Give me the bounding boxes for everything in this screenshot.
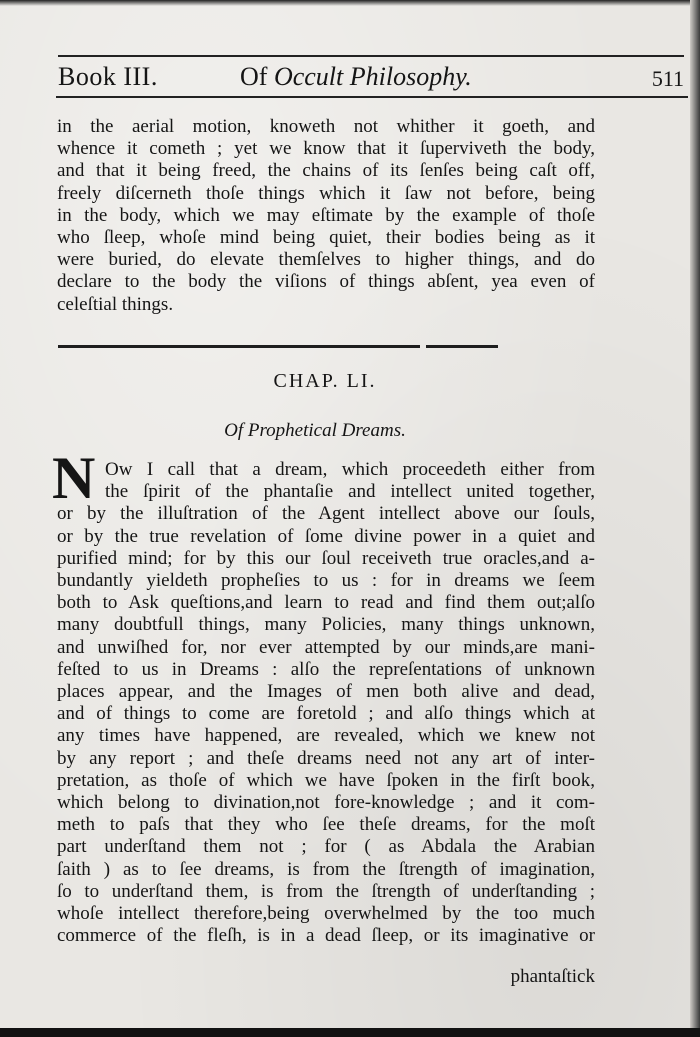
text-line: many doubtfull things, many Policies, many things unknown, [57,614,595,636]
text-line: in the aerial motion, knoweth not whither it goeth, and [57,116,595,137]
text-line: feſted to us in Dreams : alſo the repreſentations of unknown [57,658,595,680]
text-line: and that it being freed, the chains of its ſenſes being caſt off, [57,160,595,182]
text-line: or by the illuſtration of the Agent intellect above our ſouls, [57,503,595,525]
section-rule-right [426,345,498,348]
running-title-italic: Occult Philosophy. [273,62,472,91]
text-line: ſaith ) as to ſee dreams, is from the ſtrength of imagination, [57,858,595,880]
text-line: any times have happened, are revealed, which we knew not [57,725,595,747]
section-rule-left [58,345,420,348]
book-number: Book III. [58,62,158,91]
text-line: who ſleep, whoſe mind being quiet, their bodies being as it [57,227,595,249]
text-line: Ow I call that a dream, which proceedeth either from [105,459,595,480]
text-line: the ſpirit of the phantaſie and intellect united together, [105,481,595,503]
header-top-rule [58,55,684,57]
chapter-body [57,459,595,947]
text-line: part underſtand them not ; for ( as Abdala the Arabian [57,836,595,858]
text-line: whence it cometh ; yet we know that it ſuperviveth the body, [57,138,595,160]
catchword: phantaſtick [510,966,595,987]
paragraph-continued [57,116,595,316]
text-line: celeſtial things. [57,293,174,315]
chapter-heading-text: CHAP. LI. [273,370,377,392]
text-line: or by the true revelation of ſome divine power in a quiet and [57,525,595,547]
text-line: commerce of the fleſh, is in a dead ſleep, or its imaginative or [57,925,595,947]
text-line: declare to the body the viſions of things abſent, yea even of [57,271,595,293]
text-line: were buried, do elevate themſelves to higher things, and do [57,249,595,271]
running-header [58,62,684,96]
text-line: in the body, which we may eſtimate by the example of thoſe [57,204,595,226]
chapter-subtitle-text: Of Prophetical Dreams. [224,420,406,441]
text-line: purified mind; for by this our ſoul receiveth true oracles,and a- [57,547,595,569]
page-right-edge [690,0,700,1037]
page-top-shadow [0,0,700,6]
text-line: pretation, as thoſe of which we have ſpoken in the firſt book, [57,769,595,791]
page-bottom-shadow [0,1028,700,1037]
text-line: whoſe intellect therefore,being overwhelmed by the too much [57,903,595,925]
text-line: and of things to come are foretold ; and alſo things which at [57,703,595,725]
running-title [240,62,472,92]
running-title-prefix: Of [240,62,268,91]
text-line: meth to paſs that they who ſee theſe dreams, for the moſt [57,814,595,836]
text-line: bundantly yieldeth propheſies to us : for in dreams we ſeem [57,570,595,592]
text-line: which belong to divination,not fore-knowledge ; and it com- [57,792,595,814]
drop-capital: N [52,445,96,511]
text-line: places appear, and the Images of men both alive and dead, [57,681,595,703]
header-bottom-rule [56,96,688,98]
text-line: ſo to underſtand them, is from the ſtrength of underſtanding ; [57,880,595,902]
chapter-subtitle [0,420,590,442]
page-number: 511 [651,66,684,91]
text-line: and unwiſhed for, nor ever attempted by our minds,are mani- [57,636,595,658]
text-line: by any report ; and theſe dreams need not any art of inter- [57,747,595,769]
text-line: both to Ask queſtions,and learn to read and find them out;alſo [57,592,595,614]
text-line: freely diſcerneth thoſe things which it ſaw not before, being [57,182,595,204]
chapter-heading [0,370,590,393]
